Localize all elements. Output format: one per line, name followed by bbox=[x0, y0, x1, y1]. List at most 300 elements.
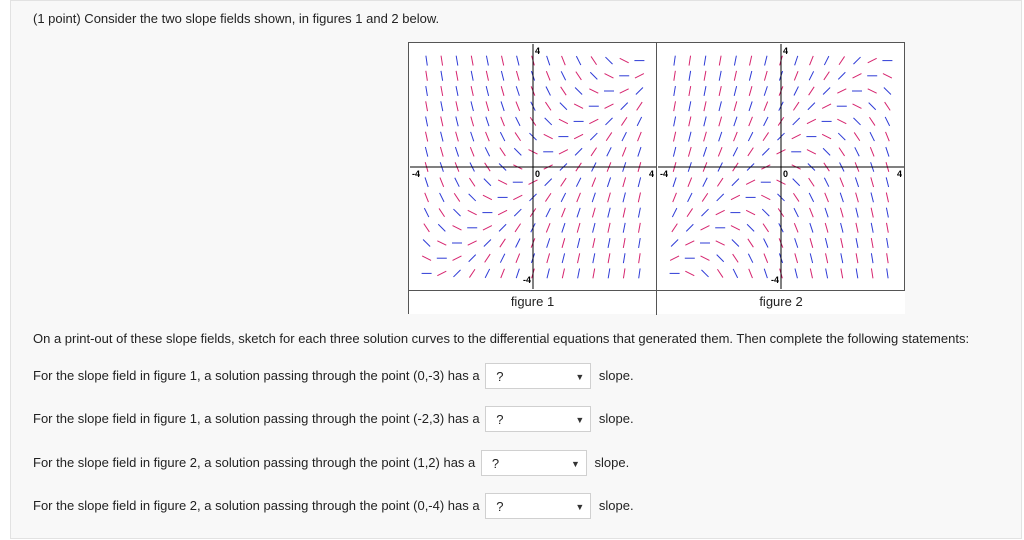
slope-segment bbox=[635, 74, 644, 78]
slope-segment bbox=[605, 104, 614, 108]
slope-segment bbox=[674, 116, 676, 126]
slope-segment bbox=[808, 103, 815, 110]
slope-segment bbox=[764, 117, 768, 126]
slope-segment bbox=[605, 118, 612, 125]
slope-segment bbox=[764, 254, 768, 263]
slope-segment bbox=[517, 56, 519, 66]
slope-segment bbox=[764, 269, 767, 278]
slope-segment bbox=[639, 268, 640, 278]
slope-segment bbox=[593, 253, 595, 263]
slope-segment bbox=[498, 180, 507, 184]
slope-segment bbox=[887, 268, 888, 278]
slope-segment bbox=[514, 209, 521, 216]
slope-segment bbox=[469, 194, 476, 201]
slope-segment bbox=[734, 101, 737, 111]
slope-segment bbox=[731, 226, 740, 230]
slope-segment bbox=[485, 269, 489, 278]
slope-segment bbox=[422, 256, 431, 260]
slope-segment bbox=[426, 86, 428, 96]
axis-label-left: -4 bbox=[660, 169, 669, 179]
slope-segment bbox=[762, 148, 769, 155]
slope-segment bbox=[623, 208, 625, 218]
slope-segment bbox=[578, 268, 580, 278]
slope-segment bbox=[840, 208, 843, 218]
slope-segment bbox=[425, 177, 428, 186]
slope-segment bbox=[546, 208, 550, 217]
slope-segment bbox=[562, 253, 564, 263]
slope-segment bbox=[871, 177, 874, 187]
slope-segment bbox=[468, 210, 477, 214]
slope-segment bbox=[764, 71, 767, 81]
slope-segment bbox=[456, 117, 458, 127]
figure-table bbox=[408, 42, 905, 314]
slope-segment bbox=[839, 56, 845, 64]
slope-segment bbox=[516, 254, 520, 263]
slope-segment bbox=[746, 210, 755, 214]
slope-segment bbox=[734, 86, 736, 96]
slope-segment bbox=[886, 147, 889, 156]
slope-segment bbox=[426, 56, 427, 66]
slope-segment bbox=[886, 208, 888, 218]
slope-segment bbox=[717, 255, 724, 262]
slope-segment bbox=[562, 223, 565, 232]
figure-1-cell bbox=[409, 43, 657, 315]
slope-segment bbox=[486, 86, 488, 96]
slope-segment bbox=[670, 256, 679, 260]
slope-segment bbox=[453, 209, 460, 216]
slope-segment bbox=[825, 223, 828, 233]
slope-segment bbox=[689, 71, 691, 81]
slope-segment bbox=[576, 72, 582, 80]
slope-segment bbox=[824, 178, 828, 187]
slope-segment bbox=[671, 239, 678, 246]
slope-segment bbox=[575, 148, 582, 155]
slope-segment bbox=[868, 58, 877, 62]
slope-segment bbox=[453, 256, 462, 260]
slope-segment bbox=[576, 56, 580, 65]
slope-segment bbox=[747, 224, 754, 231]
slope-segment bbox=[794, 71, 798, 80]
slope-segment bbox=[470, 147, 474, 156]
slope-segment bbox=[807, 150, 816, 154]
slope-segment bbox=[826, 268, 828, 278]
problem-intro: (1 point) Consider the two slope fields shown, in figures 1 and 2 below. bbox=[33, 11, 440, 26]
slope-segment bbox=[576, 178, 580, 187]
slope-segment bbox=[674, 71, 676, 81]
slope-segment bbox=[547, 238, 550, 247]
slope-segment bbox=[793, 102, 799, 110]
slope-segment bbox=[732, 179, 739, 186]
slope-segment bbox=[748, 148, 754, 156]
slope-segment bbox=[593, 223, 595, 233]
slope-segment bbox=[639, 253, 641, 263]
question-2-text: For the slope field in figure 1, a solution passing through the point (-2,3) has a bbox=[33, 410, 480, 426]
slope-segment bbox=[870, 147, 874, 156]
slope-segment bbox=[854, 132, 860, 140]
slope-segment bbox=[560, 103, 567, 110]
slope-segment bbox=[516, 86, 519, 95]
slope-segment bbox=[701, 256, 710, 260]
slope-segment bbox=[636, 87, 643, 94]
axis-label-bottom: -4 bbox=[770, 275, 779, 285]
slope-segment bbox=[764, 102, 768, 111]
slope-segment bbox=[590, 133, 597, 140]
slope-segment bbox=[547, 56, 550, 65]
question-3 bbox=[33, 449, 629, 475]
slope-segment bbox=[868, 89, 877, 93]
question-4-selected: ? bbox=[496, 498, 504, 514]
slope-segment bbox=[425, 147, 427, 157]
slope-segment bbox=[502, 56, 504, 66]
slope-segment bbox=[559, 119, 568, 123]
slope-segment bbox=[621, 117, 627, 125]
slope-segment bbox=[469, 255, 476, 262]
slope-segment bbox=[792, 134, 801, 138]
slope-segment bbox=[733, 254, 739, 262]
slope-segment bbox=[853, 74, 862, 78]
figure-1-caption: figure 1 bbox=[409, 290, 656, 314]
slope-segment bbox=[689, 117, 691, 127]
slope-segment bbox=[887, 223, 889, 233]
slope-segment bbox=[749, 269, 753, 278]
slope-segment bbox=[733, 147, 737, 156]
slope-segment bbox=[441, 132, 443, 142]
slope-segment bbox=[856, 193, 859, 203]
slope-segment bbox=[673, 193, 677, 202]
slope-segment bbox=[469, 178, 475, 186]
slope-segment bbox=[456, 132, 459, 142]
axis-label-right: 4 bbox=[648, 169, 654, 179]
question-2-dropdown[interactable] bbox=[485, 406, 591, 432]
axis-label-top: 4 bbox=[783, 46, 789, 56]
slope-segment bbox=[763, 132, 769, 140]
slope-segment bbox=[685, 271, 694, 275]
slope-segment bbox=[871, 253, 873, 263]
axis-label-bottom: -4 bbox=[522, 275, 531, 285]
slope-segment bbox=[637, 117, 641, 126]
slope-segment bbox=[623, 223, 625, 233]
slope-segment bbox=[592, 193, 595, 202]
slope-segment bbox=[794, 87, 798, 96]
slope-segment bbox=[719, 101, 721, 111]
slope-segment bbox=[825, 238, 827, 248]
slope-segment bbox=[885, 102, 891, 110]
slope-segment bbox=[575, 87, 582, 94]
slope-segment bbox=[608, 193, 611, 203]
slope-segment bbox=[704, 101, 706, 111]
slope-segment bbox=[485, 147, 489, 156]
slope-segment bbox=[471, 86, 473, 96]
slope-segment bbox=[593, 238, 595, 248]
slope-segment bbox=[837, 119, 846, 123]
slope-segment bbox=[687, 208, 693, 216]
slope-segment bbox=[468, 241, 477, 245]
slope-segment bbox=[456, 86, 458, 96]
slope-segment bbox=[591, 56, 597, 64]
slope-segment bbox=[590, 72, 597, 79]
slope-segment bbox=[469, 269, 475, 277]
question-1-dropdown[interactable] bbox=[485, 363, 591, 389]
slope-segment bbox=[689, 86, 691, 96]
slope-segment bbox=[516, 102, 520, 111]
slope-segment bbox=[440, 193, 444, 202]
slope-segment bbox=[701, 226, 710, 230]
slope-segment bbox=[750, 56, 752, 66]
slope-segment bbox=[562, 208, 566, 217]
question-4-text: For the slope field in figure 2, a solution passing through the point (0,-4) has a bbox=[33, 497, 480, 513]
slope-segment bbox=[515, 224, 521, 232]
slope-segment bbox=[701, 270, 708, 277]
slope-segment bbox=[437, 271, 446, 275]
slope-segment bbox=[561, 193, 565, 202]
slope-segment bbox=[855, 177, 858, 186]
slope-segment bbox=[638, 147, 641, 156]
slope-segment bbox=[795, 269, 797, 279]
slope-segment bbox=[717, 194, 724, 201]
slope-segment bbox=[809, 193, 813, 202]
slope-segment bbox=[591, 148, 597, 156]
question-1 bbox=[33, 362, 634, 388]
slope-segment bbox=[638, 193, 640, 203]
slope-segment bbox=[501, 101, 504, 110]
question-4-dropdown[interactable] bbox=[485, 493, 591, 519]
slope-segment bbox=[455, 147, 458, 156]
slope-segment bbox=[719, 132, 722, 141]
slope-segment bbox=[486, 132, 490, 141]
slope-segment bbox=[486, 56, 488, 66]
slope-segment bbox=[440, 147, 443, 157]
slope-segment bbox=[425, 193, 429, 202]
instructions-text: On a print-out of these slope fields, sketch for each three solution curves to the differential equations that generated them. Then complete the following statements: bbox=[33, 331, 970, 346]
slope-segment bbox=[500, 148, 506, 156]
slope-segment bbox=[606, 132, 612, 140]
slope-segment bbox=[546, 71, 550, 80]
slope-segment bbox=[871, 268, 873, 278]
slope-segment bbox=[608, 208, 610, 218]
slope-segment bbox=[516, 117, 520, 126]
slope-segment bbox=[562, 238, 565, 248]
slope-segment bbox=[840, 193, 843, 202]
slope-segment bbox=[717, 269, 723, 277]
slope-segment bbox=[826, 253, 828, 263]
slope-segment bbox=[547, 253, 550, 263]
slope-segment bbox=[562, 269, 564, 279]
slope-segment bbox=[674, 86, 676, 96]
slope-segment bbox=[688, 193, 692, 202]
slope-segment bbox=[719, 86, 721, 96]
question-3-selected: ? bbox=[491, 455, 500, 471]
slope-segment bbox=[716, 241, 725, 245]
slope-segment bbox=[486, 101, 489, 111]
slope-segment bbox=[838, 133, 845, 140]
slope-segment bbox=[426, 101, 428, 111]
slope-segment bbox=[793, 118, 800, 125]
slope-segment bbox=[441, 117, 443, 127]
question-4-suffix: slope. bbox=[598, 497, 634, 513]
slope-segment bbox=[871, 223, 873, 233]
slope-segment bbox=[763, 224, 769, 232]
slope-segment bbox=[453, 270, 460, 277]
slope-segment bbox=[825, 208, 828, 217]
slope-segment bbox=[686, 224, 693, 231]
slope-segment bbox=[441, 71, 443, 81]
slope-segment bbox=[424, 224, 430, 232]
slope-segment bbox=[688, 178, 692, 187]
slope-segment bbox=[887, 253, 889, 263]
slope-segment bbox=[516, 269, 519, 278]
slope-segment bbox=[839, 148, 845, 156]
slope-segment bbox=[514, 148, 521, 155]
slope-segment bbox=[717, 178, 723, 186]
slope-segment bbox=[718, 147, 722, 156]
slope-segment bbox=[764, 86, 767, 95]
slope-segment bbox=[719, 117, 722, 127]
slope-segment bbox=[886, 193, 888, 203]
slope-segment bbox=[761, 195, 770, 199]
slope-segment bbox=[673, 147, 675, 157]
slope-segment bbox=[841, 268, 843, 278]
slope-segment bbox=[734, 132, 738, 141]
chevron-down-icon: ▼ bbox=[575, 414, 585, 425]
slope-segment bbox=[871, 238, 873, 248]
slope-segment bbox=[622, 147, 626, 156]
slope-segment bbox=[426, 71, 428, 81]
slope-segment bbox=[749, 86, 752, 96]
slope-segment bbox=[838, 72, 845, 79]
slope-segment bbox=[734, 56, 736, 66]
slope-segment bbox=[856, 223, 858, 233]
slope-segment bbox=[577, 193, 581, 202]
slope-segment bbox=[703, 147, 706, 156]
slope-segment bbox=[762, 209, 769, 216]
question-1-suffix: slope. bbox=[598, 367, 634, 383]
slope-segment bbox=[810, 223, 813, 232]
slope-segment bbox=[623, 268, 625, 278]
slope-segment bbox=[546, 87, 550, 96]
slope-segment bbox=[734, 71, 736, 81]
slope-segment bbox=[454, 193, 460, 201]
slope-segment bbox=[593, 268, 595, 278]
slope-segment bbox=[456, 56, 458, 66]
slope-segment bbox=[853, 118, 860, 125]
slope-segment bbox=[856, 268, 858, 278]
slope-segment bbox=[426, 132, 428, 142]
slope-segment bbox=[608, 253, 610, 263]
slope-segment bbox=[674, 101, 676, 111]
question-3-text: For the slope field in figure 2, a solution passing through the point (1,2) has a bbox=[33, 454, 476, 470]
slope-segment bbox=[471, 71, 473, 81]
slope-segment bbox=[704, 86, 706, 96]
axis-label-top: 4 bbox=[535, 46, 541, 56]
slope-segment bbox=[638, 132, 642, 141]
slope-segment bbox=[795, 56, 798, 65]
slope-segment bbox=[437, 241, 446, 245]
slope-segment bbox=[639, 223, 641, 233]
slope-segment bbox=[856, 208, 858, 218]
slope-segment bbox=[441, 101, 443, 111]
slope-segment bbox=[793, 179, 800, 186]
slope-segment bbox=[886, 177, 888, 187]
slope-segment bbox=[841, 253, 843, 263]
slope-segment bbox=[577, 208, 580, 217]
slope-segment bbox=[607, 147, 611, 156]
slope-segment bbox=[856, 253, 858, 263]
slope-segment bbox=[733, 269, 737, 278]
slope-segment bbox=[869, 117, 875, 125]
slope-segment bbox=[716, 210, 725, 214]
slope-segment bbox=[884, 87, 891, 94]
slope-segment bbox=[871, 193, 873, 203]
axis-label-right: 4 bbox=[896, 169, 902, 179]
slope-segment bbox=[765, 56, 767, 66]
slope-segment bbox=[456, 101, 458, 111]
slope-segment bbox=[589, 89, 598, 93]
slope-segment bbox=[561, 87, 567, 95]
slope-segment bbox=[592, 208, 595, 218]
slope-segment bbox=[886, 132, 890, 141]
axis-label-origin: 0 bbox=[535, 169, 541, 179]
slope-segment bbox=[500, 132, 504, 141]
slope-segment bbox=[824, 72, 830, 80]
slope-segment bbox=[455, 178, 459, 187]
question-2-suffix: slope. bbox=[598, 410, 634, 426]
slope-segment bbox=[703, 178, 707, 187]
slope-segment bbox=[608, 223, 610, 233]
slope-segment bbox=[516, 239, 520, 248]
slope-segment bbox=[638, 208, 640, 218]
slope-segment bbox=[748, 132, 752, 141]
problem-panel bbox=[10, 0, 1022, 539]
figure-1-slope-field bbox=[410, 44, 656, 289]
slope-segment bbox=[853, 104, 862, 108]
slope-segment bbox=[749, 117, 753, 126]
question-4 bbox=[33, 492, 634, 518]
slope-segment bbox=[545, 118, 552, 125]
slope-segment bbox=[486, 117, 489, 126]
slope-segment bbox=[840, 178, 844, 187]
question-3-dropdown[interactable] bbox=[481, 450, 587, 476]
slope-segment bbox=[807, 119, 816, 123]
slope-segment bbox=[592, 178, 596, 187]
slope-segment bbox=[441, 86, 443, 96]
slope-segment bbox=[577, 223, 580, 233]
figure-2-slope-field bbox=[658, 44, 904, 289]
slope-segment bbox=[423, 239, 430, 246]
slope-segment bbox=[499, 224, 506, 231]
slope-segment bbox=[574, 134, 583, 138]
slope-segment bbox=[545, 179, 552, 186]
slope-segment bbox=[704, 56, 706, 66]
slope-segment bbox=[546, 223, 550, 232]
figure-2-cell bbox=[657, 43, 905, 315]
slope-segment bbox=[547, 269, 549, 279]
slope-segment bbox=[810, 238, 813, 248]
slope-segment bbox=[574, 104, 583, 108]
slope-segment bbox=[823, 148, 830, 155]
slope-segment bbox=[702, 193, 708, 201]
chevron-down-icon: ▼ bbox=[575, 371, 585, 382]
slope-segment bbox=[639, 238, 641, 248]
slope-segment bbox=[822, 104, 831, 108]
slope-segment bbox=[498, 210, 507, 214]
slope-segment bbox=[672, 224, 678, 232]
slope-segment bbox=[456, 71, 458, 81]
slope-segment bbox=[622, 132, 626, 141]
slope-segment bbox=[795, 253, 798, 263]
slope-segment bbox=[545, 193, 551, 201]
slope-segment bbox=[795, 238, 798, 247]
question-3-suffix: slope. bbox=[594, 454, 630, 470]
